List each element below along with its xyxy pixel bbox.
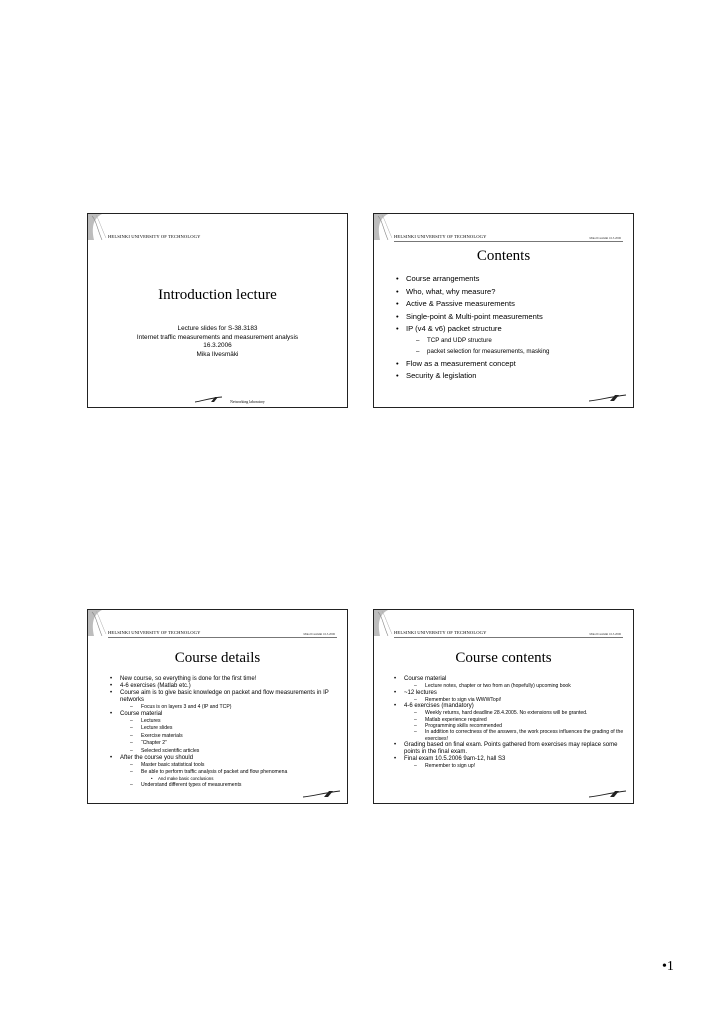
list-item <box>394 703 627 742</box>
slide-title: Course contents <box>455 650 552 666</box>
list-item: • 4-6 exercises (Matlab etc.) <box>110 683 340 690</box>
lecturer: Mika Ilvesmäki <box>196 350 239 358</box>
university-name: HELSINKI UNIVERSITY OF TECHNOLOGY <box>108 630 201 635</box>
sublist <box>404 710 627 742</box>
author-date: Mika Ilvesmäki 16.3.2006 <box>589 632 621 636</box>
subsublist-item: • And make basic conclusions <box>151 776 340 782</box>
sublist-item: – Lecture slides <box>130 725 340 732</box>
contents-list <box>394 676 627 770</box>
sublist-item: – Programming skills recommended <box>414 723 627 729</box>
list-item <box>110 711 340 755</box>
sublist-item: – Focus is on layers 3 and 4 (IP and TCP) <box>130 704 340 711</box>
slide-course-details <box>87 609 348 804</box>
list-item <box>394 690 627 704</box>
sublist-item: – “Chapter 2” <box>130 740 340 747</box>
slide-contents <box>373 213 634 408</box>
university-name: HELSINKI UNIVERSITY OF TECHNOLOGY <box>394 234 487 239</box>
sublist-item: – Exercise materials <box>130 733 340 740</box>
sublist-item-text: Be able to perform traffic analysis of packet and flow phenomena <box>141 768 288 775</box>
course-name: Internet traffic measurements and measurement analysis <box>136 333 299 341</box>
lecture-date: 16.3.2006 <box>203 342 232 350</box>
university-logo-icon <box>88 610 110 636</box>
sublist <box>404 697 627 704</box>
header-divider <box>394 241 623 242</box>
sublist-item: – Understand different types of measurements <box>130 782 340 789</box>
networking-lab-footer: Networking laboratory <box>230 400 265 404</box>
sublist-item: – Remember to sign via WWWTopi! <box>414 697 627 704</box>
networking-lab-logo-icon <box>589 394 627 402</box>
list-item: • Grading based on final exam. Points gathered from exercises may replace some points in the final exam. <box>394 742 627 756</box>
sublist-item: – In addition to correctness of the answers, the work process influences the grading of the exercises! <box>414 729 627 742</box>
list-item: • Active & Passive measurements <box>396 298 549 311</box>
page-number: •1 <box>662 959 674 974</box>
university-name: HELSINKI UNIVERSITY OF TECHNOLOGY <box>394 630 487 635</box>
sublist-item: – Remember to sign up! <box>414 763 627 770</box>
sublist <box>404 763 627 770</box>
contents-list <box>396 273 549 383</box>
networking-lab-logo-icon <box>589 790 627 798</box>
slide-title: Contents <box>476 248 531 264</box>
university-logo-icon <box>374 214 396 240</box>
sublist-item: – Master basic statistical tools <box>130 762 340 769</box>
sublist <box>120 704 340 711</box>
list-item <box>396 323 549 357</box>
networking-lab-logo-icon <box>303 790 341 798</box>
list-item: • Security & legislation <box>396 370 549 383</box>
slide-subtitle <box>88 325 347 359</box>
sublist-item: – Weekly returns, hard deadline 28.4.2005. No extensions will be granted. <box>414 710 627 716</box>
sublist-item: – Lecture notes, chapter or two from an (hopefully) upcoming book <box>414 683 627 690</box>
author-date: Mika Ilvesmäki 16.3.2006 <box>589 236 621 240</box>
list-item-text: Final exam 10.5.2006 9am-12, hall S3 <box>404 756 506 763</box>
slide-title: Course details <box>174 650 261 666</box>
university-logo-icon <box>374 610 396 636</box>
slide-title: Introduction lecture <box>158 287 277 303</box>
sublist-item: – Selected scientific articles <box>130 748 340 755</box>
sublist-item <box>130 769 340 782</box>
list-item-text: 4-6 exercises (mandatory) <box>404 703 474 710</box>
sublist <box>120 762 340 788</box>
list-item: • Flow as a measurement concept <box>396 358 549 371</box>
sublist-item: – Lectures <box>130 718 340 725</box>
list-item: • Single-point & Multi-point measurements <box>396 311 549 324</box>
list-item: • Course arrangements <box>396 273 549 286</box>
list-item: • Who, what, why measure? <box>396 286 549 299</box>
list-item <box>394 756 627 770</box>
university-logo-icon <box>88 214 110 240</box>
sublist-item: – TCP and UDP structure <box>416 336 549 347</box>
header-divider <box>108 637 337 638</box>
slide-introduction <box>87 213 348 408</box>
list-item-text: After the course you should <box>120 755 194 762</box>
sublist <box>404 683 627 690</box>
list-item-text: ~12 lectures <box>404 689 437 696</box>
sublist-item: – Matlab experience required <box>414 717 627 723</box>
sublist <box>406 336 549 358</box>
author-date: Mika Ilvesmäki 16.3.2006 <box>303 632 335 636</box>
list-item: • New course, so everything is done for the first time! <box>110 676 340 683</box>
sublist-item: – packet selection for measurements, masking <box>416 347 549 358</box>
list-item-text: IP (v4 & v6) packet structure <box>406 324 502 334</box>
list-item <box>110 690 340 711</box>
slide-course-contents <box>373 609 634 804</box>
sublist <box>120 718 340 755</box>
list-item-text: Course aim is to give basic knowledge on packet and flow measurements in IP networks <box>120 690 329 704</box>
course-code: Lecture slides for S-38.3183 <box>177 325 258 332</box>
list-item-text: Course material <box>404 676 447 682</box>
header-divider <box>394 637 623 638</box>
list-item <box>394 676 627 690</box>
university-name: HELSINKI UNIVERSITY OF TECHNOLOGY <box>108 234 201 239</box>
list-item-text: Course material <box>120 710 163 717</box>
details-list <box>110 676 340 789</box>
list-item <box>110 755 340 788</box>
